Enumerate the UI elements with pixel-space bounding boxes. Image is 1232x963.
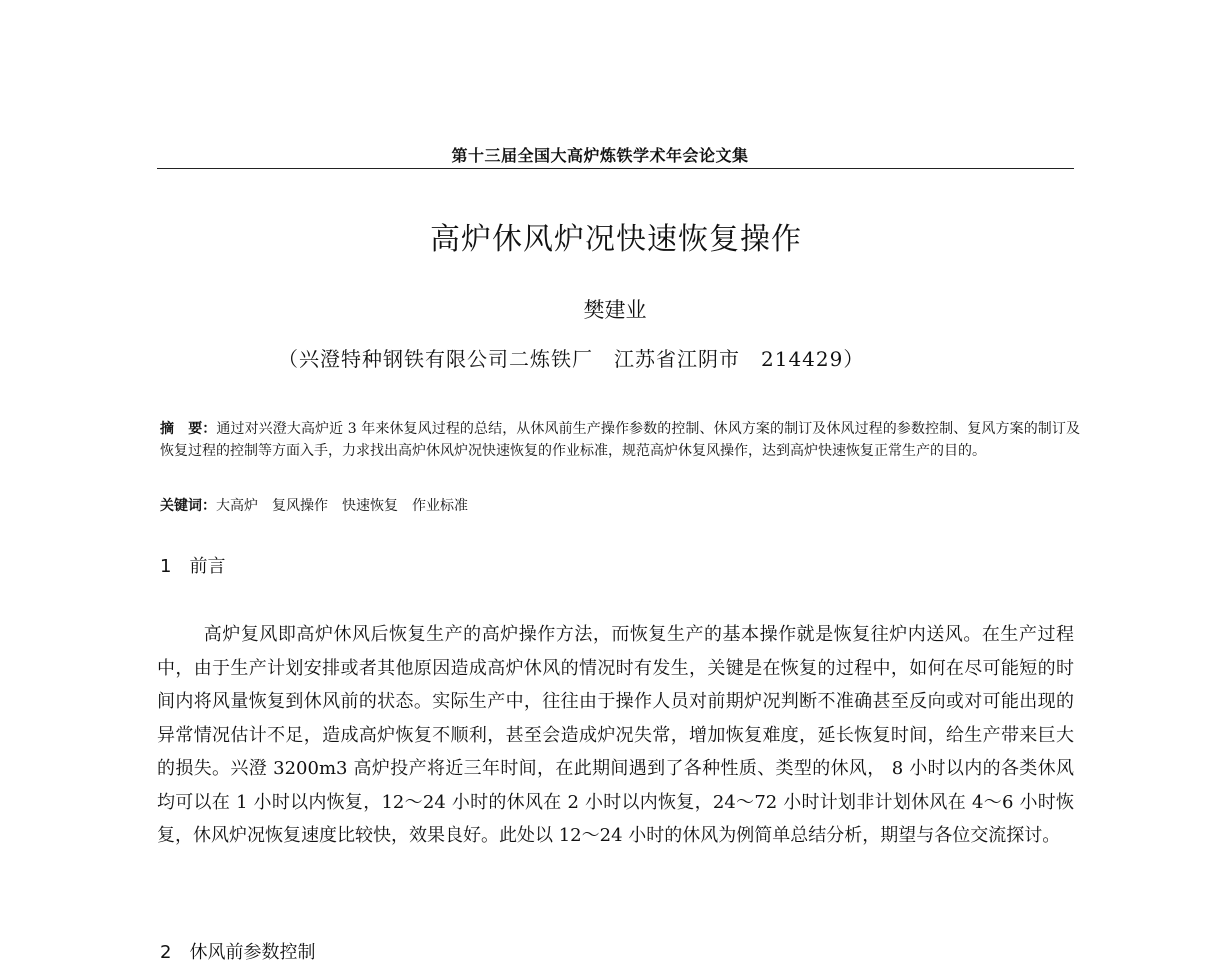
abstract-text: 通过对兴澄大高炉近 3 年来休复风过程的总结，从休风前生产操作参数的控制、休风方案的制订及休风过程的参数控制、复风方案的制订及恢复过程的控制等方面入手，力求找出高炉休风炉况快速恢复的作业标准，规范高炉休复风操作，达到高炉快速恢复正常生产的目的。 xyxy=(160,421,1081,459)
author: 樊建业 xyxy=(583,298,647,322)
keywords-label: 关键词： xyxy=(160,498,216,514)
keywords-text: 大高炉 复风操作 快速恢复 作业标准 xyxy=(216,498,468,514)
next-section-heading-partial: 2 休风前参数控制 xyxy=(160,942,316,963)
abstract-label: 摘 要： xyxy=(160,421,217,437)
affiliation: （兴澄特种钢铁有限公司二炼铁厂 江苏省江阴市 214429） xyxy=(278,347,865,371)
paper-title: 高炉休风炉况快速恢复操作 xyxy=(430,222,802,257)
section-number: 1 xyxy=(160,556,172,577)
running-header: 第十三届全国大高炉炼铁学术年会论文集 xyxy=(451,146,749,165)
section-title: 前言 xyxy=(189,556,226,577)
header-rule xyxy=(157,168,1074,169)
keywords xyxy=(160,495,1080,517)
section-heading xyxy=(160,552,225,578)
body-paragraph: 高炉复风即高炉休风后恢复生产的高炉操作方法，而恢复生产的基本操作就是恢复往炉内送风。在生产过程中，由于生产计划安排或者其他原因造成高炉休风的情况时有发生，关键是在恢复的过程中，如何在尽可能短的时间内将风量恢复到休风前的状态。实际生产中，往往由于操作人员对前期炉况判断不准确甚至反向或对可能出现的异常情况估计不足，造成高炉恢复不顺利，甚至会造成炉况失常，增加恢复难度，延长恢复时间，给生产带来巨大的损失。兴澄 3200m3 高炉投产将近三年时间，在此期间遇到了各种性质、类型的休风， 8 小时以内的各类休风均可以在 1 小时以内恢复，12～24 小时的休风在 2 小时以内恢复，24～72 小时计划非计划休风在 4～6 小时恢复，休风炉况恢复速度比较快，效果良好。此处以 12～24 小时的休风为例简单总结分析，期望与各位交流探讨。 xyxy=(157,624,1074,846)
abstract xyxy=(160,418,1080,462)
